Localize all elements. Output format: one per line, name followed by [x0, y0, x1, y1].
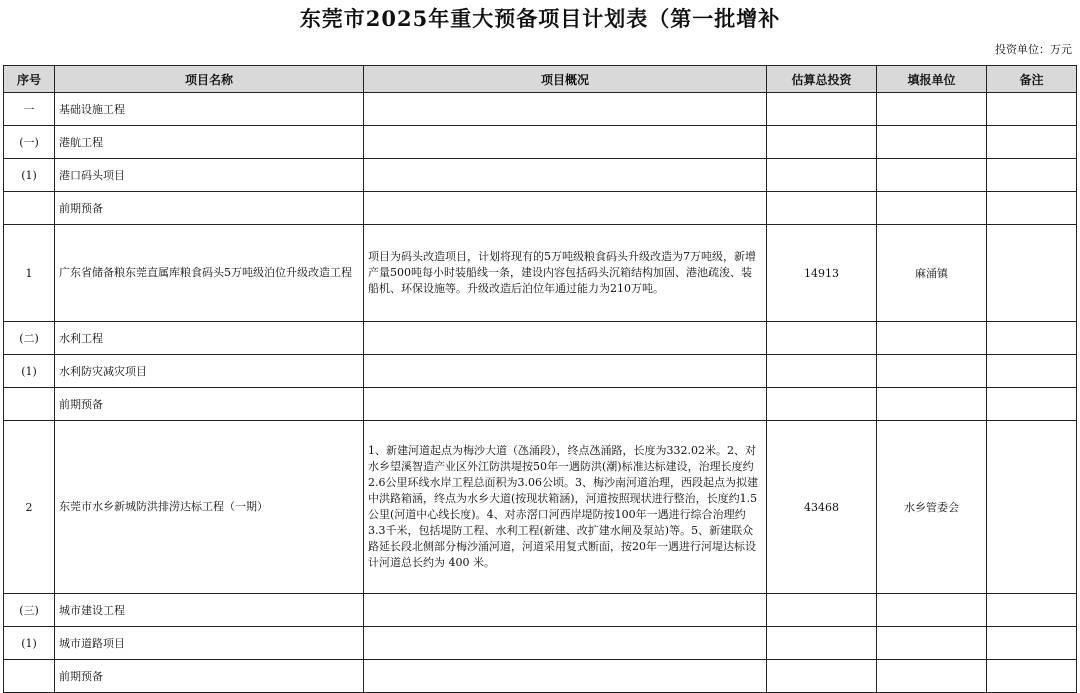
- row-desc: [364, 355, 767, 388]
- row-note: [987, 627, 1077, 660]
- table-row: [4, 159, 1077, 192]
- row-desc: [364, 322, 767, 355]
- table-header-row: [4, 66, 1077, 93]
- row-name: 港航工程: [55, 126, 364, 159]
- table-row: [4, 594, 1077, 627]
- table-row: [4, 192, 1077, 225]
- row-no: 2: [4, 421, 55, 594]
- row-unit: [877, 355, 987, 388]
- row-note: [987, 355, 1077, 388]
- row-note: [987, 388, 1077, 421]
- row-desc: [364, 93, 767, 126]
- row-name: 基础设施工程: [55, 93, 364, 126]
- row-name: 城市建设工程: [55, 594, 364, 627]
- row-note: [987, 192, 1077, 225]
- row-desc: 1、新建河道起点为梅沙大道（氹涌段），终点氹涌路，长度为332.02米。2、对水乡望溪智造产业区外江防洪堤按50年一遇防洪(潮)标准达标建设，治理长度约2.6公里环线水岸工程总面积为3.06公顷。3、梅沙南河道治理，西段起点为拟建中洪路箱涵，终点为水乡大道(按现状箱涵)，河道按照现状进行整治，长度约1.5公里(河道中心线长度)。4、对赤滘口河西岸堤防按100年一遇进行综合治理约3.3千米，包括堤防工程、水利工程(新建、改扩建水闸及泵站)等。5、新建联众路延长段北侧部分梅沙涌河道，河道采用复式断面，按20年一遇进行河堤达标设计河道总长约为 400 米。: [364, 421, 767, 594]
- row-no: (一): [4, 126, 55, 159]
- row-no: 一: [4, 93, 55, 126]
- row-invest: [767, 159, 877, 192]
- row-name: 广东省储备粮东莞直属库粮食码头5万吨级泊位升级改造工程: [55, 225, 364, 322]
- table-row: [4, 388, 1077, 421]
- row-no: (二): [4, 322, 55, 355]
- row-note: [987, 421, 1077, 594]
- row-note: [987, 225, 1077, 322]
- row-invest: [767, 660, 877, 693]
- table-row: [4, 355, 1077, 388]
- header-invest: 估算总投资: [767, 66, 877, 93]
- row-unit: [877, 322, 987, 355]
- row-invest: [767, 192, 877, 225]
- page-title: 东莞市2025年重大预备项目计划表（第一批增补: [299, 6, 781, 31]
- row-no: [4, 192, 55, 225]
- row-invest: [767, 594, 877, 627]
- row-no: (1): [4, 159, 55, 192]
- row-note: [987, 93, 1077, 126]
- row-invest: [767, 126, 877, 159]
- header-name: 项目名称: [55, 66, 364, 93]
- row-unit: [877, 627, 987, 660]
- row-desc: [364, 627, 767, 660]
- row-unit: [877, 93, 987, 126]
- header-no: 序号: [4, 66, 55, 93]
- row-name: 前期预备: [55, 192, 364, 225]
- table-row: [4, 660, 1077, 693]
- row-name: 前期预备: [55, 388, 364, 421]
- row-desc: [364, 660, 767, 693]
- table-row: [4, 93, 1077, 126]
- table-row: [4, 225, 1077, 322]
- row-desc: [364, 159, 767, 192]
- row-invest: [767, 355, 877, 388]
- row-note: [987, 159, 1077, 192]
- row-no: [4, 660, 55, 693]
- row-name: 前期预备: [55, 660, 364, 693]
- project-table: [3, 65, 1077, 693]
- investment-unit-note: 投资单位：万元: [995, 43, 1072, 56]
- row-unit: [877, 159, 987, 192]
- table-row: [4, 126, 1077, 159]
- row-unit: [877, 388, 987, 421]
- row-no: [4, 388, 55, 421]
- row-desc: [364, 388, 767, 421]
- row-no: (三): [4, 594, 55, 627]
- row-unit: [877, 594, 987, 627]
- row-unit: 水乡管委会: [877, 421, 987, 594]
- row-invest: [767, 93, 877, 126]
- row-name: 城市道路项目: [55, 627, 364, 660]
- row-invest: 14913: [767, 225, 877, 322]
- row-note: [987, 126, 1077, 159]
- table-row: [4, 322, 1077, 355]
- header-note: 备注: [987, 66, 1077, 93]
- row-invest: [767, 627, 877, 660]
- row-note: [987, 594, 1077, 627]
- row-name: 水利工程: [55, 322, 364, 355]
- row-invest: [767, 388, 877, 421]
- row-unit: 麻涌镇: [877, 225, 987, 322]
- row-desc: [364, 126, 767, 159]
- row-name: 东莞市水乡新城防洪排涝达标工程（一期）: [55, 421, 364, 594]
- row-desc: [364, 594, 767, 627]
- row-name: 水利防灾减灾项目: [55, 355, 364, 388]
- row-note: [987, 322, 1077, 355]
- row-unit: [877, 192, 987, 225]
- table-row: [4, 421, 1077, 594]
- row-invest: [767, 322, 877, 355]
- row-no: (1): [4, 627, 55, 660]
- row-unit: [877, 126, 987, 159]
- row-invest: 43468: [767, 421, 877, 594]
- row-note: [987, 660, 1077, 693]
- row-unit: [877, 660, 987, 693]
- row-name: 港口码头项目: [55, 159, 364, 192]
- header-unit: 填报单位: [877, 66, 987, 93]
- table-row: [4, 627, 1077, 660]
- header-desc: 项目概况: [364, 66, 767, 93]
- row-desc: 项目为码头改造项目，计划将现有的5万吨级粮食码头升级改造为7万吨级，新增产量500吨每小时装船线一条，建设内容包括码头沉箱结构加固、港池疏浚、装船机、环保设施等。升级改造后泊位年通过能力为210万吨。: [364, 225, 767, 322]
- row-no: (1): [4, 355, 55, 388]
- row-desc: [364, 192, 767, 225]
- row-no: 1: [4, 225, 55, 322]
